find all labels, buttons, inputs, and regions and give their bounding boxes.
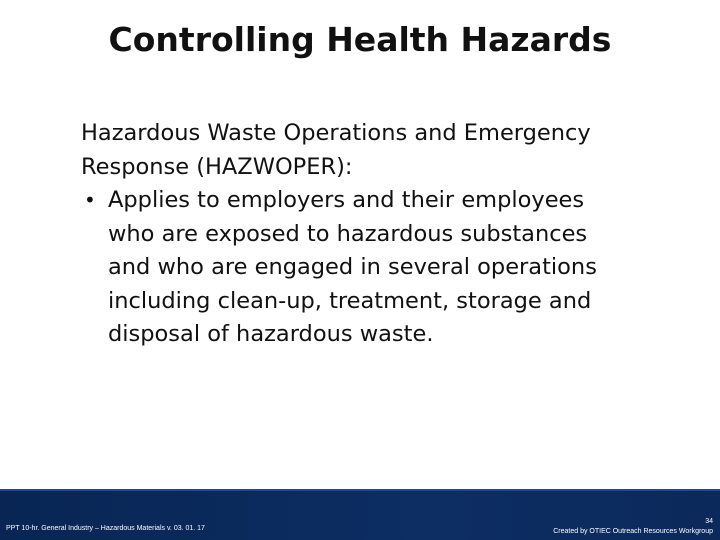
bullet-line: and who are engaged in several operations [108, 254, 597, 280]
footer-right-block [553, 517, 713, 537]
footer-credit: Created by OTIEC Outreach Resources Workgroup [553, 528, 713, 535]
page-number: 34 [705, 518, 713, 525]
bullet-line: Applies to employers and their employees [108, 187, 585, 213]
footer-bar [0, 489, 720, 540]
footer-divider [0, 489, 720, 491]
bullet-line: who are exposed to hazardous substances [108, 220, 588, 247]
bullet-line: disposal of hazardous waste. [108, 321, 434, 347]
bullet-item [81, 184, 681, 352]
intro-line-2: Response (HAZWOPER): [81, 153, 353, 180]
footer-course-label: PPT 10-hr. General Industry – Hazardous Materials v. 03. 01. 17 [6, 525, 205, 532]
bullet-marker: • [84, 188, 96, 212]
bullet-line: including clean-up, treatment, storage and [108, 287, 592, 314]
bullet-list [81, 184, 681, 352]
slide-title: Controlling Health Hazards [108, 20, 612, 59]
slide-body [81, 117, 681, 352]
intro-line-1: Hazardous Waste Operations and Emergency [81, 120, 591, 146]
